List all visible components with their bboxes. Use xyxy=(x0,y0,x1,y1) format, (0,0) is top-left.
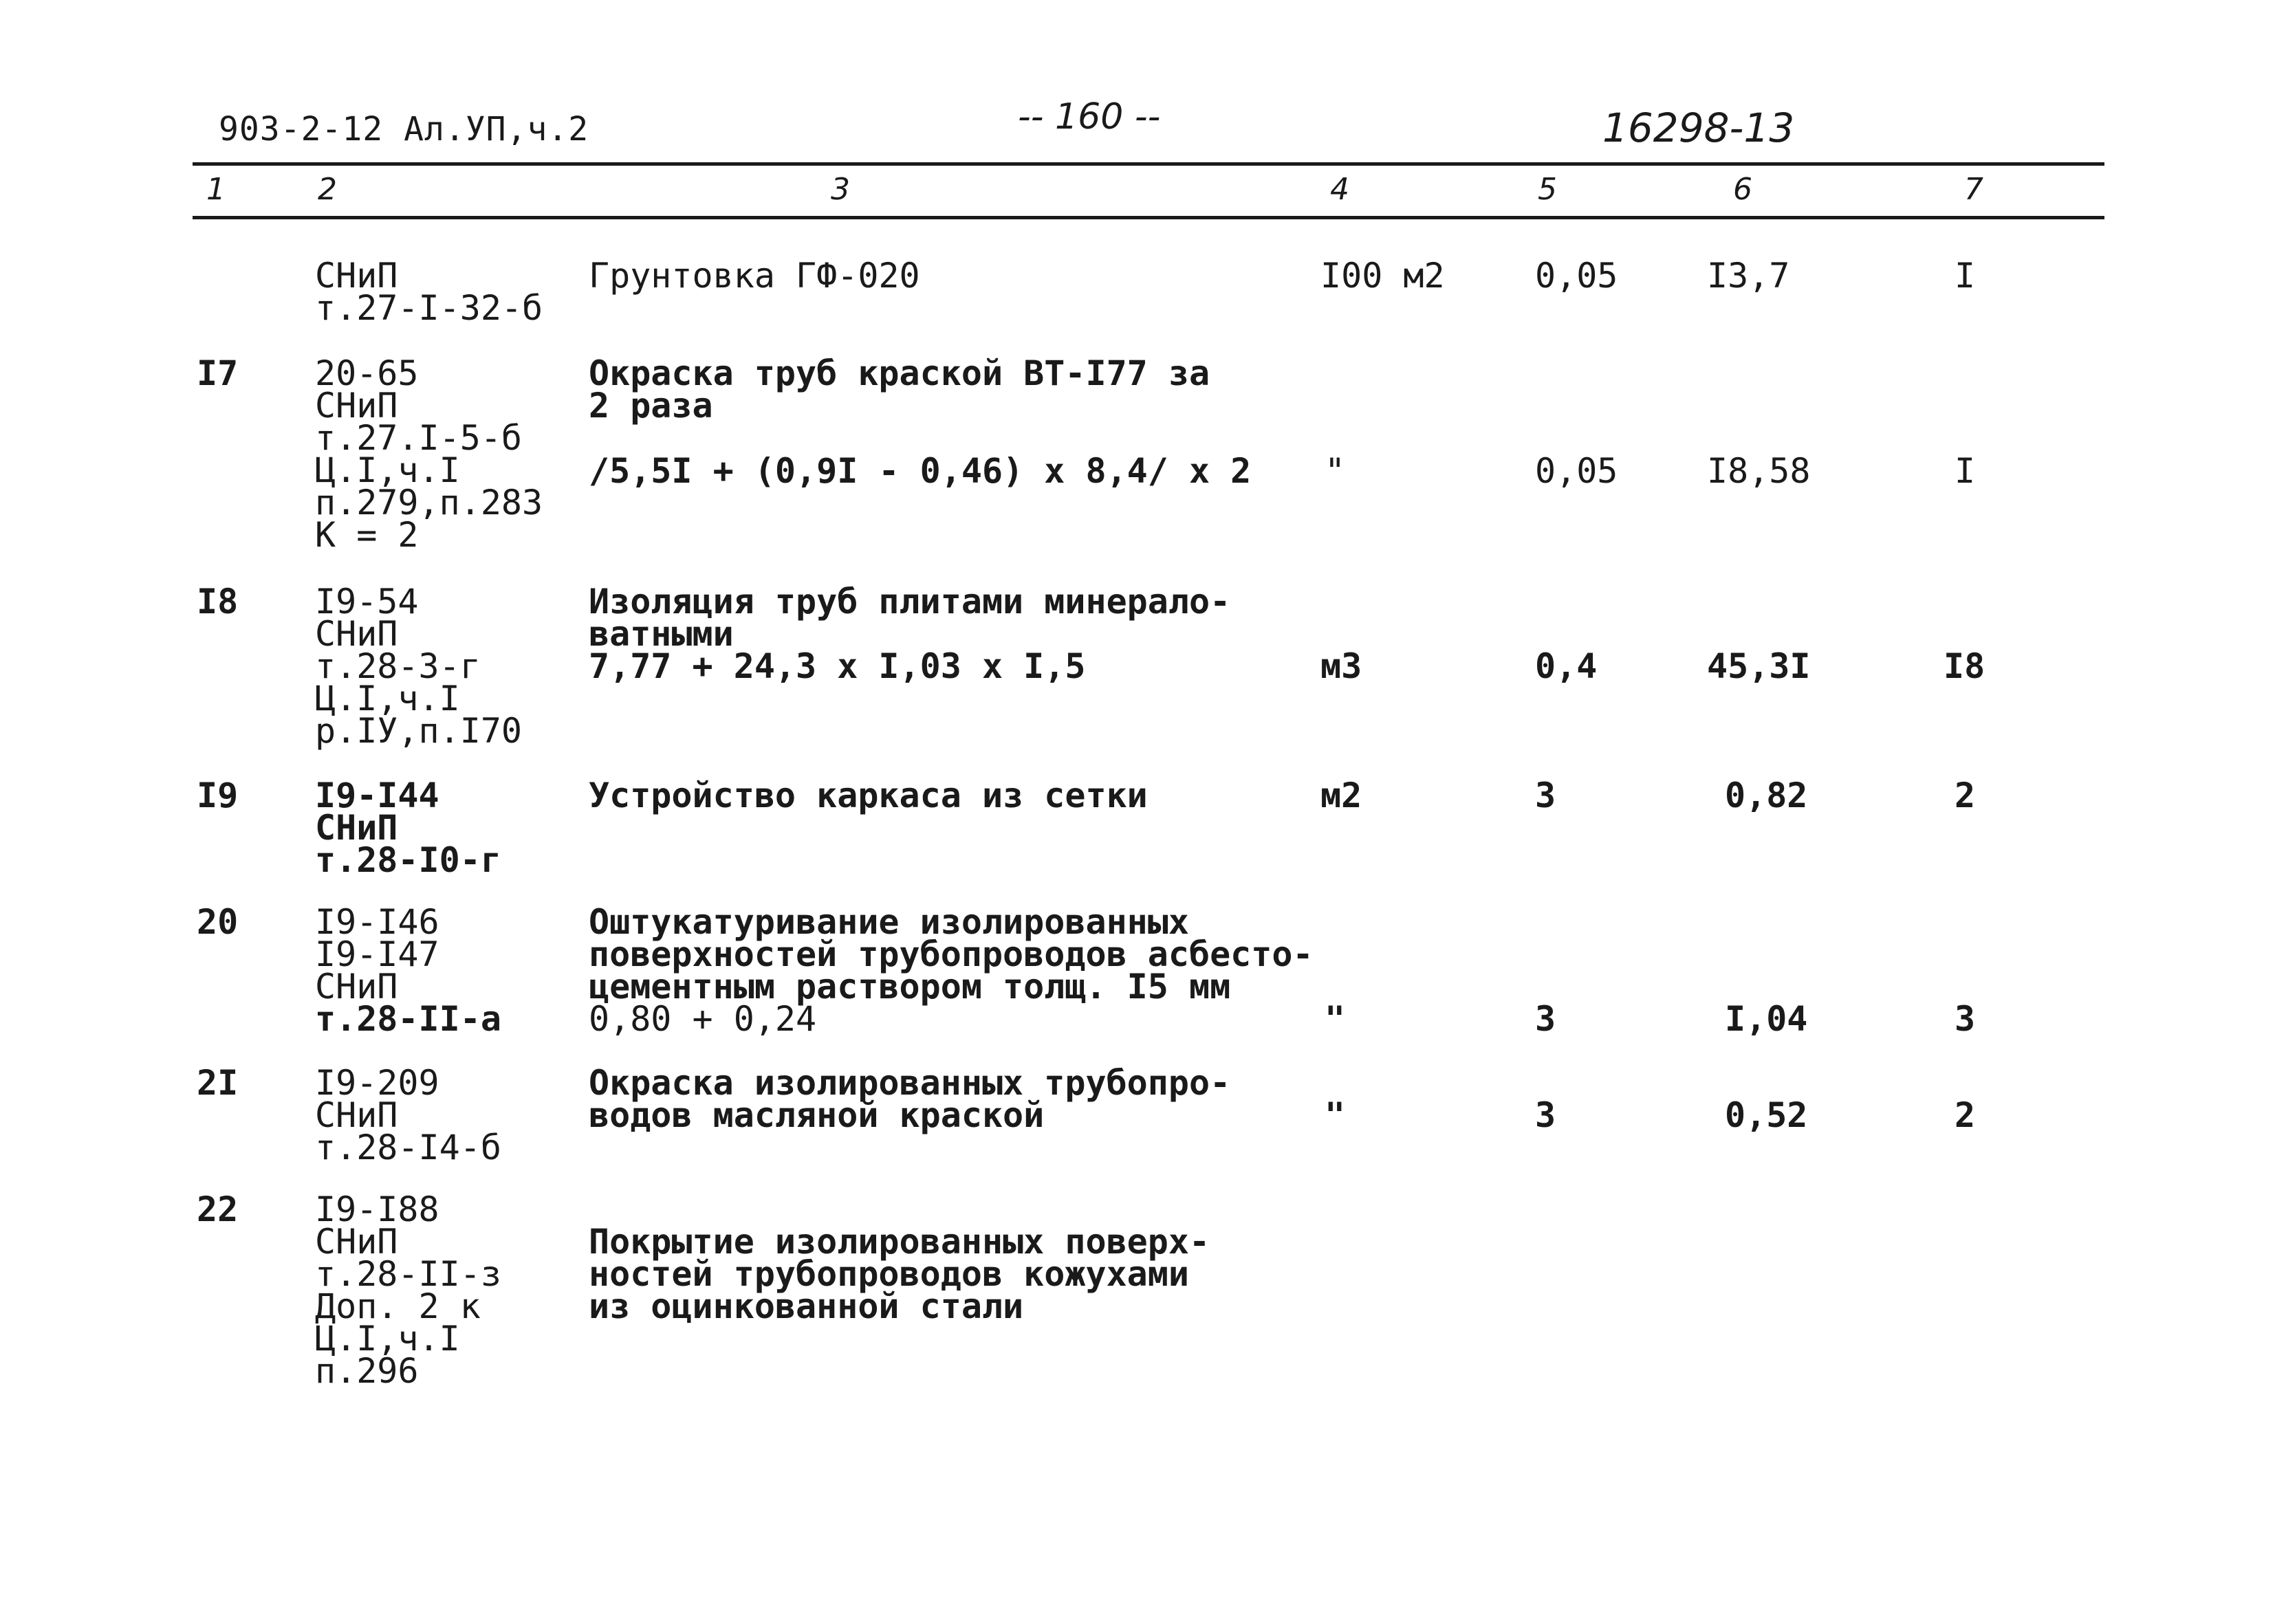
table-header-rule xyxy=(193,216,2104,219)
row-price: I,04 xyxy=(1725,999,1808,1039)
row-formula: 0,80 + 0,24 xyxy=(589,999,817,1039)
row-number: 2I xyxy=(197,1063,239,1103)
row-unit: м2 xyxy=(1320,776,1362,815)
row-quantity: 3 xyxy=(1535,1095,1556,1135)
table-top-rule xyxy=(193,162,2104,166)
row-description: Устройство каркаса из сетки xyxy=(589,776,1148,815)
row-reference: СНиП т.27-I-32-б xyxy=(315,256,543,328)
row-description: Покрытие изолированных поверх- ностей трубопроводов кожухами из оцинкованной стали xyxy=(589,1222,1210,1326)
page-number: -- 160 -- xyxy=(1018,96,1161,138)
row-unit: I00 м2 xyxy=(1320,256,1445,296)
row-description: Грунтовка ГФ-020 xyxy=(589,256,920,296)
row-total: 2 xyxy=(1955,776,1976,815)
row-total: I8 xyxy=(1944,646,1985,686)
row-unit: " xyxy=(1325,1095,1346,1135)
row-reference: 20-65 СНиП т.27.I-5-б Ц.I,ч.I п.279,п.283 К = 2 xyxy=(315,353,543,555)
column-header-2: 2 xyxy=(318,172,337,207)
row-quantity: 0,05 xyxy=(1535,451,1618,491)
row-description: Окраска труб краской ВТ-I77 за 2 раза xyxy=(589,353,1210,426)
row-quantity: 0,05 xyxy=(1535,256,1618,296)
column-header-5: 5 xyxy=(1538,172,1557,207)
row-total: I xyxy=(1955,256,1976,296)
row-number: I8 xyxy=(197,582,239,622)
row-price: 0,82 xyxy=(1725,776,1808,815)
row-total: 2 xyxy=(1955,1095,1976,1135)
column-header-1: 1 xyxy=(206,172,226,207)
row-quantity: 3 xyxy=(1535,999,1556,1039)
column-header-4: 4 xyxy=(1330,172,1349,207)
row-number: 20 xyxy=(197,902,239,942)
row-total: 3 xyxy=(1955,999,1976,1039)
row-unit: " xyxy=(1325,999,1346,1039)
row-description: Оштукатуривание изолированных поверхностей трубопроводов асбесто- цементным раствором толщ. I5 мм xyxy=(589,902,1314,1007)
row-formula: 7,77 + 24,3 х I,03 х I,5 xyxy=(589,646,1086,686)
row-price: I8,58 xyxy=(1707,451,1811,491)
row-reference: I9-I88 СНиП т.28-II-з Доп. 2 к Ц.I,ч.I п.296 xyxy=(315,1189,501,1391)
column-header-6: 6 xyxy=(1733,172,1752,207)
row-formula: /5,5I + (0,9I - 0,46) х 8,4/ х 2 xyxy=(589,451,1252,491)
row-unit: " xyxy=(1325,451,1346,491)
row-number: I7 xyxy=(197,353,239,393)
row-price: I3,7 xyxy=(1707,256,1790,296)
row-reference: I9-54 СНиП т.28-3-г Ц.I,ч.I р.IУ,п.I70 xyxy=(315,582,523,751)
row-description: Изоляция труб плитами минерало- ватными xyxy=(589,582,1231,654)
row-price: 45,3I xyxy=(1707,646,1811,686)
column-header-7: 7 xyxy=(1964,172,1983,207)
row-price: 0,52 xyxy=(1725,1095,1808,1135)
document-reference: 903-2-12 Ал.УП,ч.2 xyxy=(219,110,589,149)
document-code: 16298-13 xyxy=(1602,105,1795,151)
row-description: Окраска изолированных трубопро- водов масляной краской xyxy=(589,1063,1231,1135)
row-reference: I9-I46 I9-I47 СНиП т.28-II-а xyxy=(315,902,501,1039)
row-quantity: 3 xyxy=(1535,776,1556,815)
row-reference: I9-I44 СНиП т.28-I0-г xyxy=(315,776,501,880)
row-reference: I9-209 СНиП т.28-I4-б xyxy=(315,1063,501,1167)
row-unit: м3 xyxy=(1320,646,1362,686)
row-number: I9 xyxy=(197,776,239,815)
row-number: 22 xyxy=(197,1189,239,1229)
row-total: I xyxy=(1955,451,1976,491)
column-header-3: 3 xyxy=(831,172,850,207)
row-quantity: 0,4 xyxy=(1535,646,1598,686)
